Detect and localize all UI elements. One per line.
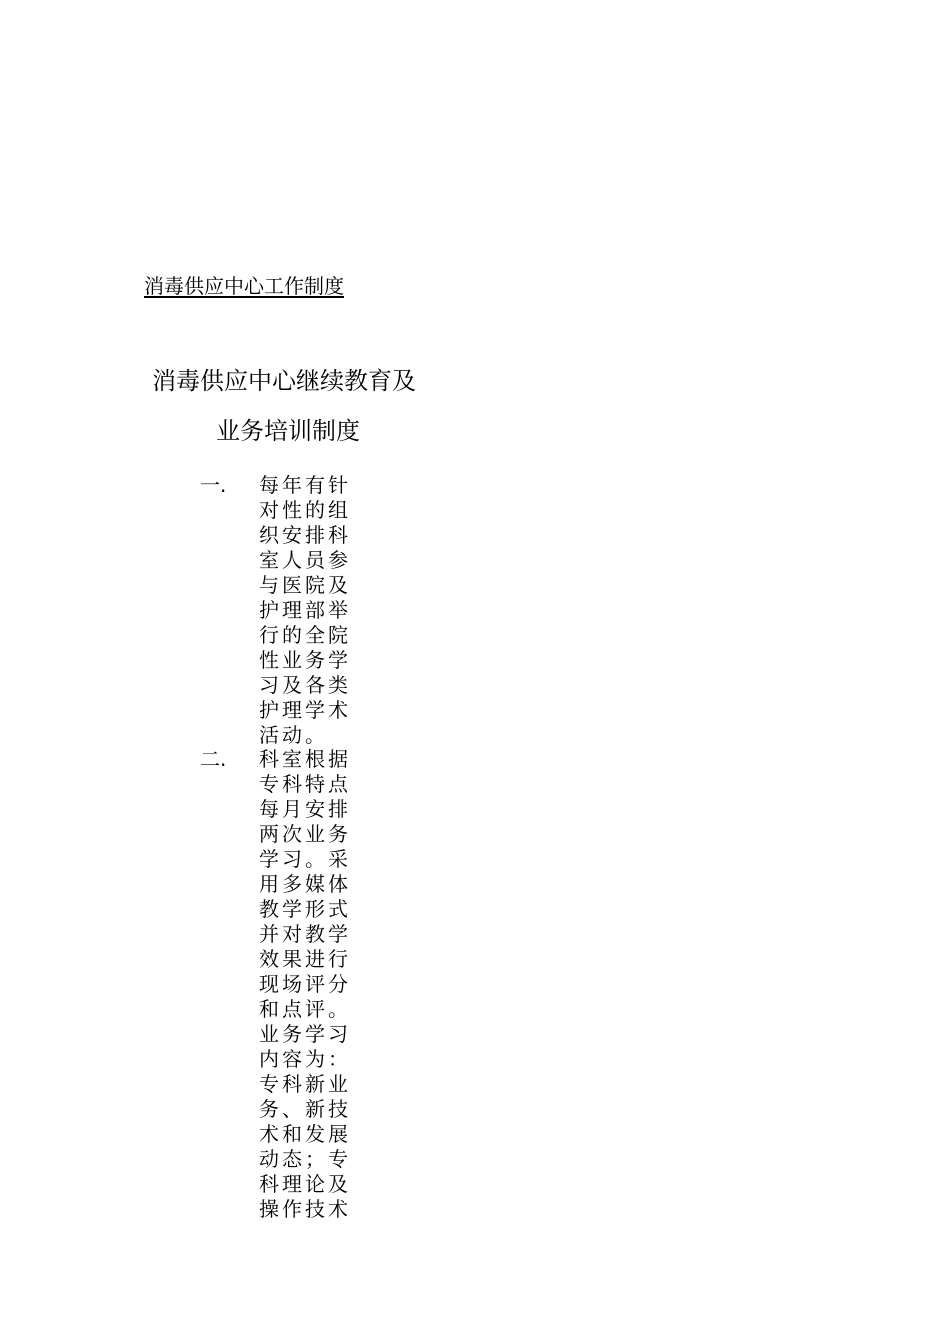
header-link[interactable]: 消毒供应中心工作制度 <box>144 274 344 298</box>
document-title <box>152 356 452 456</box>
document-title-line2: 业务培训制度 <box>216 417 360 445</box>
document-title-line1: 消毒供应中心继续教育及 <box>152 367 416 395</box>
list-item-number: 二. <box>200 747 227 771</box>
list-item-text: 每年有针 对性的组 织安排科 室人员参 与医院及 护理部举 行的全院 性业务学 习及各类 护理学术 活动。 <box>259 473 351 747</box>
list-item-text: 科室根据 专科特点 每月安排 两次业务 学习。采 用多媒体 教学形式 并对教学 效果进行 现场评分 和点评。 业务学习 内容为： 专科新业 务、新技 术和发展 动态；专 科理论及 操作技术 <box>259 747 351 1221</box>
list-item-number: 一. <box>200 473 227 497</box>
